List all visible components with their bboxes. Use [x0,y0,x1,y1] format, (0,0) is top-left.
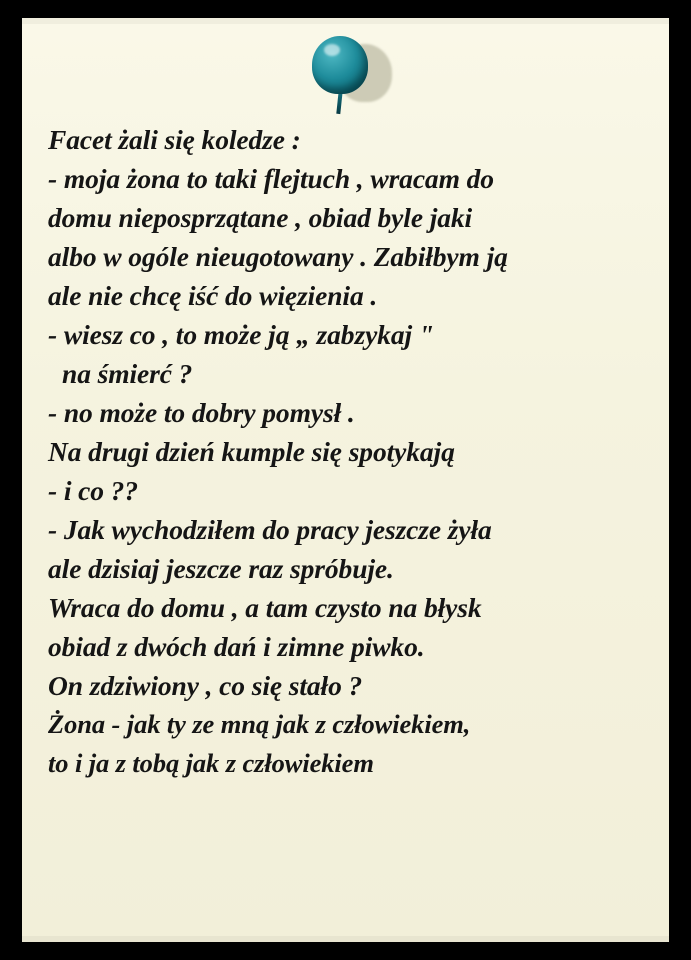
text-line: Na drugi dzień kumple się spotykają [48,436,455,467]
text-line: to i ja z tobą jak z człowiekiem [48,748,374,778]
text-line: Facet żali się koledze : [48,124,301,155]
text-line: albo w ogóle nieugotowany . Zabiłbym ją [48,241,508,272]
text-line: Wraca do domu , a tam czysto na błysk [48,592,482,623]
text-line: - i co ?? [48,475,138,506]
card-top-edge [22,18,669,24]
text-line: Żona - jak ty ze mną jak z człowiekiem, [48,709,471,739]
note-card [22,18,669,942]
text-line: ale dzisiaj jeszcze raz spróbuje. [48,553,394,584]
text-line: obiad z dwóch dań i zimne piwko. [48,631,425,662]
text-line: ale nie chcę iść do więzienia . [48,280,378,311]
pushpin-icon [286,26,406,126]
text-line: - moja żona to taki flejtuch , wracam do [48,163,494,194]
card-bottom-edge [22,936,669,942]
joke-text [48,120,651,783]
pushpin-head [312,36,368,94]
text-line: domu nieposprzątane , obiad byle jaki [48,202,473,233]
text-line: - wiesz co , to może ją „ zabzykaj " [48,319,434,350]
text-line: na śmierć ? [62,358,193,389]
text-line: On zdziwiony , co się stało ? [48,670,363,701]
pushpin-highlight [324,44,340,56]
text-line: - Jak wychodziłem do pracy jeszcze żyła [48,514,492,545]
text-line: - no może to dobry pomysł . [48,397,355,428]
